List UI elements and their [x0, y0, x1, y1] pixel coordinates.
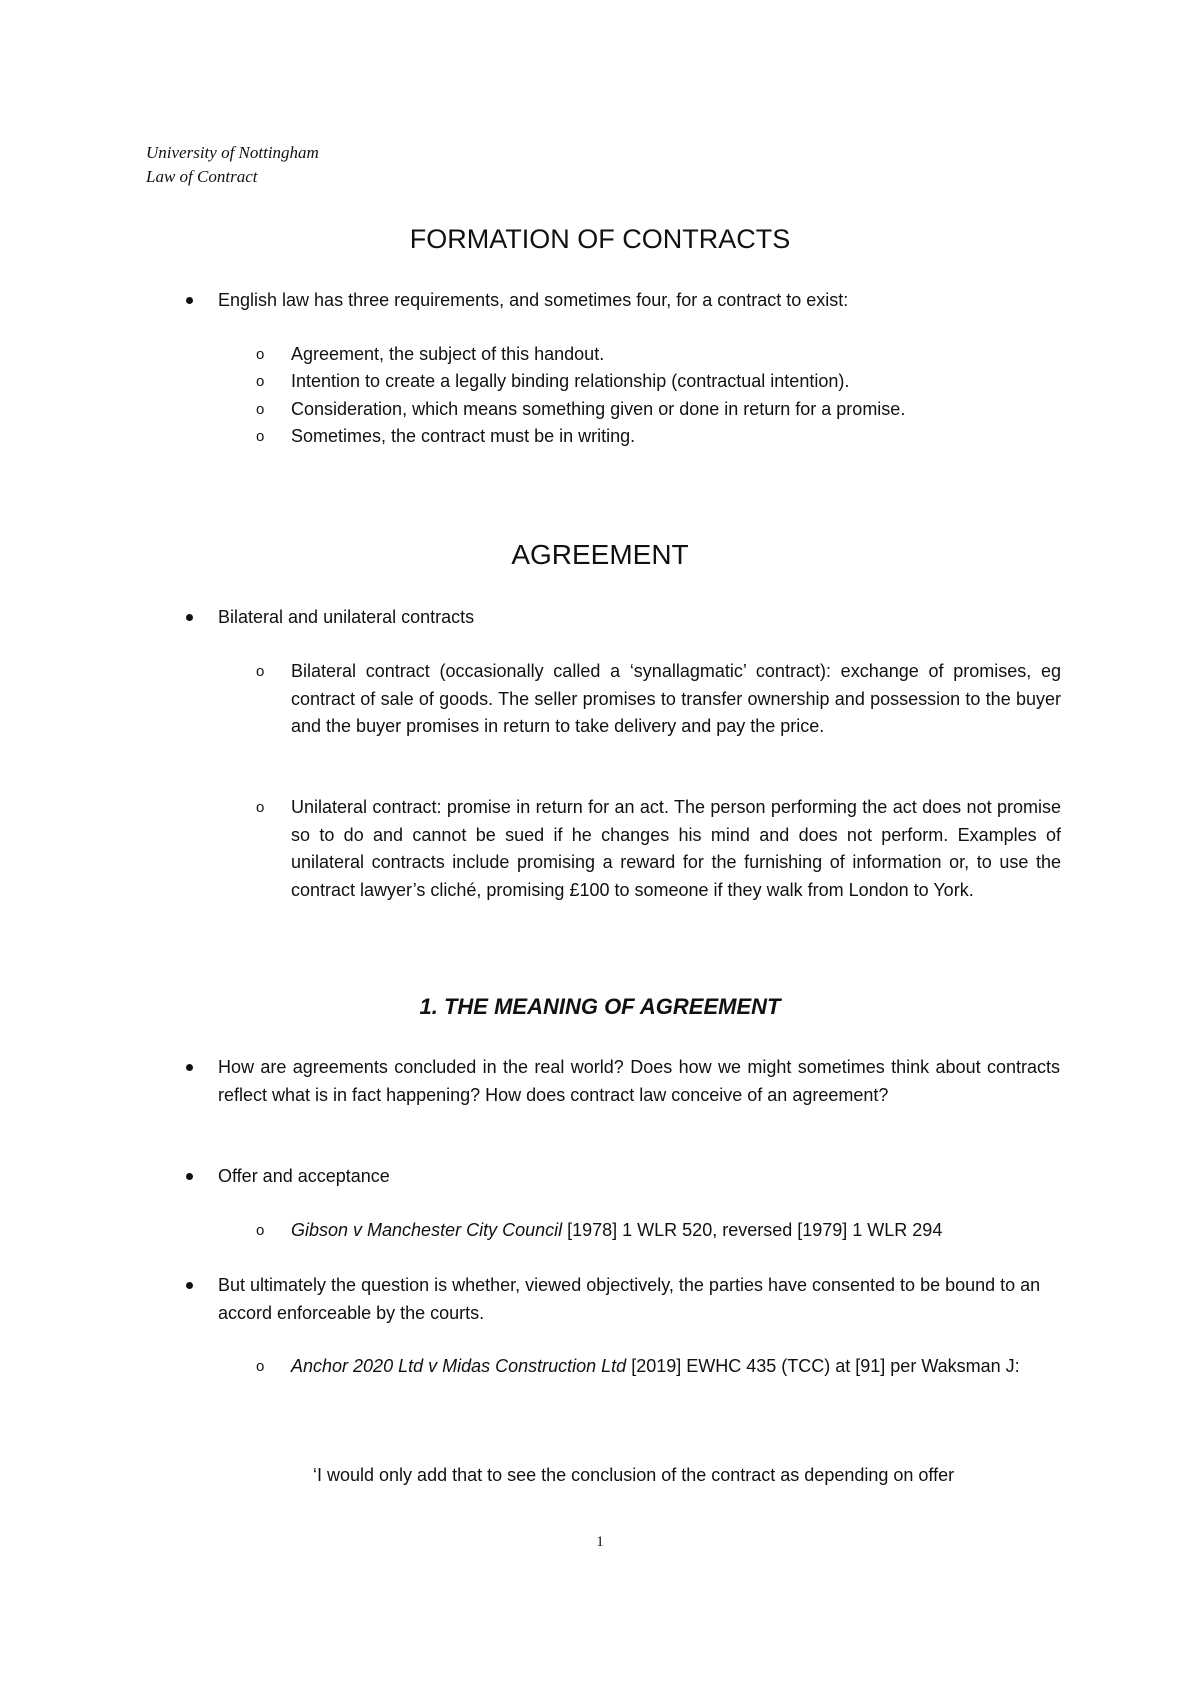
sub-bullet-icon: o: [256, 401, 265, 418]
bullet-dot-icon: [186, 1282, 193, 1289]
sub-bullet-icon: o: [256, 346, 265, 363]
list-item: Sometimes, the contract must be in writing.: [291, 426, 636, 446]
bullet-dot-icon: [186, 1064, 193, 1071]
meaning-bullet: How are agreements concluded in the real world? Does how we might sometimes think about contracts reflect what is in fact happening? How does contract law conceive of an agreement?: [218, 1057, 1060, 1105]
page-number: 1: [596, 1534, 604, 1550]
unilateral-paragraph: Unilateral contract: promise in return for an act. The person performing the act does not promise so to do and cannot be sued if he changes his mind and does not perform. Examples of unilateral contracts include promising a reward for the furnishing of information or, to use the contract lawyer’s cliché, promising £100 to someone if they walk from London to York.: [291, 797, 1061, 900]
sub-bullet-icon: o: [256, 663, 265, 680]
case-name: Anchor 2020 Ltd v Midas Construction Ltd: [291, 1356, 627, 1376]
header-course: Law of Contract: [146, 167, 258, 186]
sub-bullet-icon: o: [256, 799, 265, 816]
list-item: Intention to create a legally binding relationship (contractual intention).: [291, 371, 850, 391]
section-heading-agreement: AGREEMENT: [511, 539, 689, 570]
bilateral-paragraph: Bilateral contract (occasionally called a ‘synallagmatic’ contract): exchange of promises, eg contract of sale of goods. The seller promises to transfer ownership and possession to the buyer and the buyer promises in return to take delivery and pay the price.: [291, 661, 1061, 736]
header-university: University of Nottingham: [146, 143, 319, 162]
agreement-bullet: Bilateral and unilateral contracts: [218, 607, 475, 627]
bullet-dot-icon: [186, 614, 193, 621]
anchor-citation: [291, 1353, 1061, 1381]
page-title: FORMATION OF CONTRACTS: [409, 224, 791, 254]
sub-bullet-icon: o: [256, 1222, 265, 1239]
bullet-dot-icon: [186, 1173, 193, 1180]
document-header: [146, 141, 319, 189]
quotation: ‘I would only add that to see the conclusion of the contract as depending on offer: [313, 1465, 955, 1485]
objective-bullet: But ultimately the question is whether, viewed objectively, the parties have consented to be bound to an accord enforceable by the courts.: [218, 1275, 1041, 1323]
list-item: Consideration, which means something given or done in return for a promise.: [291, 399, 906, 419]
section-heading-meaning: 1. THE MEANING OF AGREEMENT: [419, 994, 781, 1019]
bullet-dot-icon: [186, 297, 193, 304]
sub-bullet-icon: o: [256, 373, 265, 390]
offer-acceptance-bullet: Offer and acceptance: [218, 1166, 390, 1186]
list-item: Agreement, the subject of this handout.: [291, 344, 605, 364]
intro-bullet: English law has three requirements, and sometimes four, for a contract to exist:: [218, 290, 849, 310]
case-citation: [1978] 1 WLR 520, reversed [1979] 1 WLR 294: [562, 1220, 943, 1240]
case-citation: [2019] EWHC 435 (TCC) at [91] per Waksman J:: [626, 1356, 1020, 1376]
sub-bullet-icon: o: [256, 1358, 265, 1375]
gibson-citation: [291, 1217, 1061, 1245]
sub-bullet-icon: o: [256, 428, 265, 445]
case-name: Gibson v Manchester City Council: [291, 1220, 563, 1240]
